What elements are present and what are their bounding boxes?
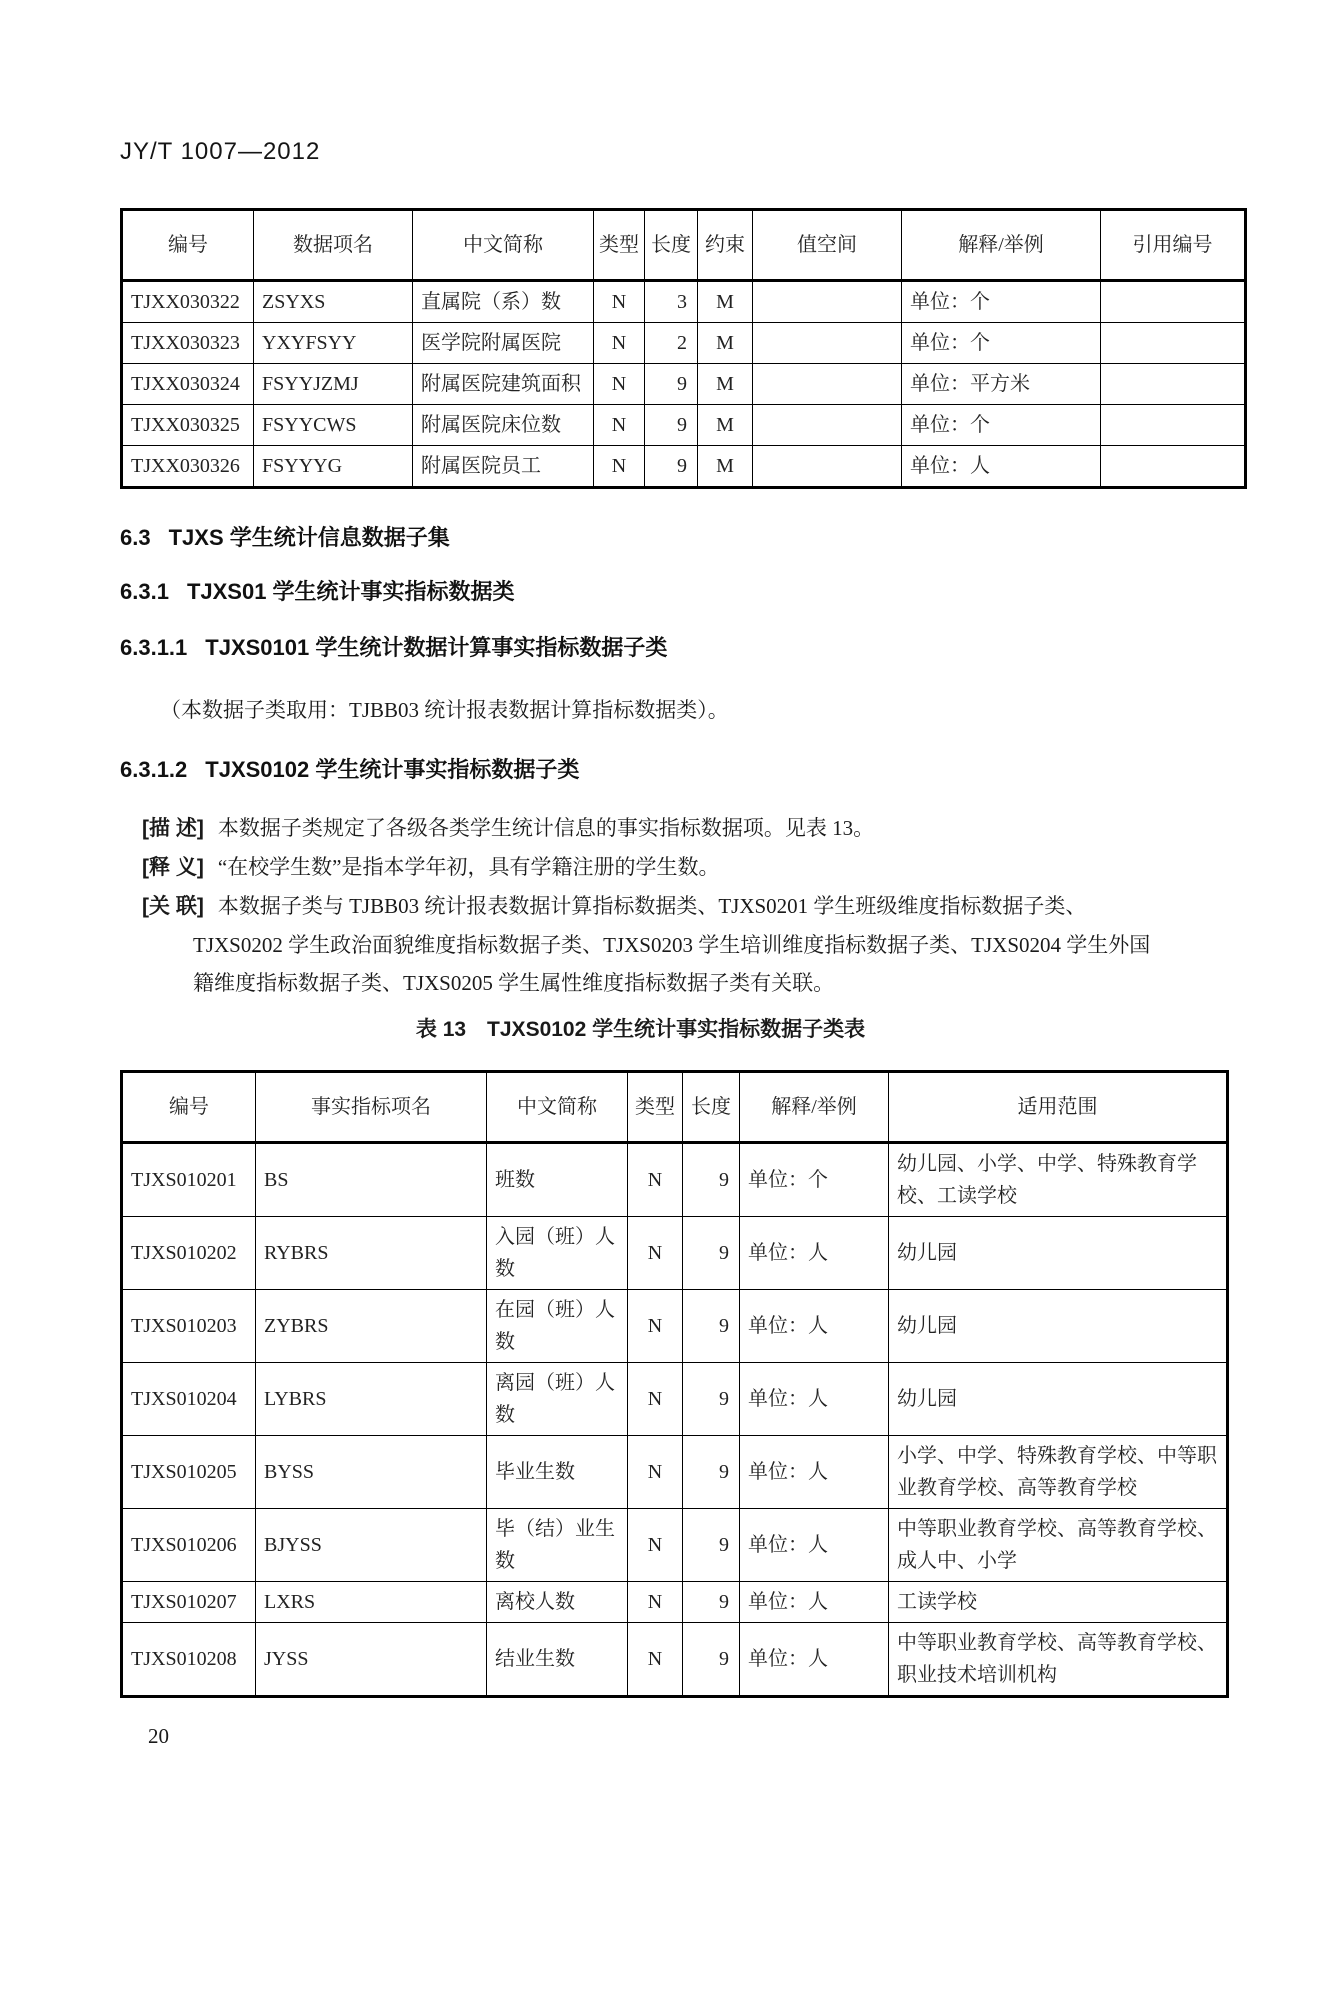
table-cell: 毕业生数: [487, 1436, 628, 1509]
column-header: 引用编号: [1101, 210, 1246, 281]
column-header: 编号: [122, 1072, 256, 1143]
table-cell: N: [594, 323, 645, 364]
meaning-label: [释 义]: [142, 856, 204, 879]
table-cell: BJYSS: [256, 1509, 487, 1582]
table-cell: 离校人数: [487, 1582, 628, 1623]
table-cell: 在园（班）人数: [487, 1290, 628, 1363]
table-cell: M: [698, 281, 753, 323]
table-cell: M: [698, 364, 753, 405]
table-cell: 9: [645, 364, 698, 405]
table-cell: 单位：人: [740, 1363, 889, 1436]
table-cell: [1101, 405, 1246, 446]
section-title: TJXS 学生统计信息数据子集: [168, 525, 450, 550]
table-cell: 单位：个: [902, 323, 1101, 364]
meaning-text: “在校学生数”是指本学年初，具有学籍注册的学生数。: [217, 855, 720, 879]
section-title: TJXS01 学生统计事实指标数据类: [186, 579, 515, 604]
subclass-source-paragraph: （本数据子类取用：TJBB03 统计报表数据计算指标数据类）。: [160, 698, 729, 722]
table-cell: FSYYJZMJ: [254, 364, 413, 405]
table-cell: [753, 446, 902, 488]
table-cell: 幼儿园: [889, 1290, 1228, 1363]
tjxx-data-items-table: [120, 208, 1247, 489]
table-cell: N: [628, 1217, 683, 1290]
table-cell: 幼儿园: [889, 1363, 1228, 1436]
column-header: 类型: [628, 1072, 683, 1143]
table-cell: TJXS010204: [122, 1363, 256, 1436]
table-cell: [1101, 323, 1246, 364]
column-header: 值空间: [753, 210, 902, 281]
table-cell: N: [594, 364, 645, 405]
column-header: 解释/举例: [740, 1072, 889, 1143]
table-cell: 单位：个: [902, 405, 1101, 446]
table-row: [122, 1436, 1228, 1509]
table-cell: N: [594, 405, 645, 446]
table-cell: TJXS010208: [122, 1623, 256, 1697]
relation-paragraph: [120, 887, 1167, 1002]
table-cell: N: [628, 1436, 683, 1509]
table-cell: 工读学校: [889, 1582, 1228, 1623]
table-cell: 附属医院员工: [413, 446, 594, 488]
table-cell: 9: [683, 1217, 740, 1290]
doc-number: JY/T 1007—2012: [120, 138, 321, 165]
table-row: [122, 364, 1246, 405]
table-cell: TJXX030325: [122, 405, 254, 446]
tjxs0102-fact-indicator-table: [120, 1070, 1229, 1698]
section-heading-6-3-1: [120, 577, 1167, 607]
table-cell: [1101, 281, 1246, 323]
description-text: 本数据子类规定了各级各类学生统计信息的事实指标数据项。见表 13。: [217, 816, 875, 840]
table-cell: 单位：人: [740, 1290, 889, 1363]
table-cell: 直属院（系）数: [413, 281, 594, 323]
table-cell: LYBRS: [256, 1363, 487, 1436]
column-header: 类型: [594, 210, 645, 281]
table-cell: 单位：人: [740, 1436, 889, 1509]
table-cell: 9: [683, 1509, 740, 1582]
page-number: 20: [148, 1724, 169, 1748]
table-header-row: [122, 1072, 1228, 1143]
table-cell: 9: [683, 1623, 740, 1697]
table-cell: 9: [645, 405, 698, 446]
section-number: 6.3.1.2: [120, 757, 188, 782]
table-cell: ZYBRS: [256, 1290, 487, 1363]
table-cell: 附属医院床位数: [413, 405, 594, 446]
table-cell: 单位：个: [740, 1143, 889, 1217]
table-header-row: [122, 210, 1246, 281]
table-row: [122, 1509, 1228, 1582]
table-cell: [1101, 364, 1246, 405]
table-cell: RYBRS: [256, 1217, 487, 1290]
column-header: 长度: [645, 210, 698, 281]
table-cell: N: [628, 1509, 683, 1582]
table-cell: 结业生数: [487, 1623, 628, 1697]
table-cell: [753, 281, 902, 323]
table-cell: N: [628, 1363, 683, 1436]
table-cell: TJXS010207: [122, 1582, 256, 1623]
table-row: [122, 1363, 1228, 1436]
table-cell: 单位：人: [740, 1509, 889, 1582]
column-header: 编号: [122, 210, 254, 281]
table-cell: 9: [645, 446, 698, 488]
table-row: [122, 405, 1246, 446]
table-row: [122, 1290, 1228, 1363]
table-cell: M: [698, 405, 753, 446]
table-cell: 9: [683, 1290, 740, 1363]
table-cell: 入园（班）人数: [487, 1217, 628, 1290]
table-cell: 小学、中学、特殊教育学校、中等职业教育学校、高等教育学校: [889, 1436, 1228, 1509]
table-row: [122, 1623, 1228, 1697]
table-cell: TJXS010203: [122, 1290, 256, 1363]
table-cell: LXRS: [256, 1582, 487, 1623]
table-cell: 单位：人: [902, 446, 1101, 488]
section-heading-6-3-1-1: [120, 633, 1167, 663]
section-number: 6.3.1.1: [120, 635, 188, 660]
table-cell: JYSS: [256, 1623, 487, 1697]
section-number: 6.3: [120, 525, 151, 550]
meaning-paragraph: [120, 848, 1167, 887]
table-cell: [753, 405, 902, 446]
column-header: 解释/举例: [902, 210, 1101, 281]
table-cell: TJXX030324: [122, 364, 254, 405]
section-title: TJXS0101 学生统计数据计算事实指标数据子类: [205, 635, 668, 660]
table-cell: TJXX030326: [122, 446, 254, 488]
column-header: 约束: [698, 210, 753, 281]
table-cell: N: [594, 446, 645, 488]
table-cell: TJXS010205: [122, 1436, 256, 1509]
table-cell: ZSYXS: [254, 281, 413, 323]
section-heading-6-3: [120, 523, 1167, 553]
section-heading-6-3-1-2: [120, 755, 1167, 785]
table-cell: 医学院附属医院: [413, 323, 594, 364]
table-cell: 离园（班）人数: [487, 1363, 628, 1436]
column-header: 中文简称: [413, 210, 594, 281]
table-cell: 附属医院建筑面积: [413, 364, 594, 405]
table-cell: FSYYCWS: [254, 405, 413, 446]
relation-text: 本数据子类与 TJBB03 统计报表数据计算指标数据类、TJXS0201 学生班级维度指标数据子类、TJXS0202 学生政治面貌维度指标数据子类、TJXS0203 学生培训维度指标数据子类、TJXS0204 学生外国籍维度指标数据子类、TJXS0205 学生属性维度指标数据子类有关联。: [193, 894, 1151, 995]
table-cell: 中等职业教育学校、高等教育学校、职业技术培训机构: [889, 1623, 1228, 1697]
table-cell: 3: [645, 281, 698, 323]
column-header: 适用范围: [889, 1072, 1228, 1143]
section-number: 6.3.1: [120, 579, 169, 604]
table-cell: N: [628, 1623, 683, 1697]
table-cell: 9: [683, 1582, 740, 1623]
table-cell: BS: [256, 1143, 487, 1217]
table-cell: M: [698, 446, 753, 488]
table-cell: 单位：平方米: [902, 364, 1101, 405]
table-cell: TJXS010201: [122, 1143, 256, 1217]
table-cell: 单位：人: [740, 1582, 889, 1623]
table-row: [122, 1582, 1228, 1623]
table-row: [122, 323, 1246, 364]
table-cell: TJXS010206: [122, 1509, 256, 1582]
table-cell: 单位：人: [740, 1623, 889, 1697]
page-content: [0, 138, 1323, 1749]
column-header: 长度: [683, 1072, 740, 1143]
table-cell: N: [628, 1143, 683, 1217]
table-cell: 幼儿园、小学、中学、特殊教育学校、工读学校: [889, 1143, 1228, 1217]
table-row: [122, 1217, 1228, 1290]
table-cell: [753, 364, 902, 405]
table-cell: [753, 323, 902, 364]
table-cell: TJXX030322: [122, 281, 254, 323]
section-title: TJXS0102 学生统计事实指标数据子类: [205, 757, 580, 782]
table-cell: 中等职业教育学校、高等教育学校、成人中、小学: [889, 1509, 1228, 1582]
table-cell: 9: [683, 1363, 740, 1436]
table-cell: 单位：个: [902, 281, 1101, 323]
table-row: [122, 281, 1246, 323]
table-cell: 2: [645, 323, 698, 364]
table-cell: N: [594, 281, 645, 323]
relation-label: [关 联]: [142, 895, 204, 918]
table-cell: TJXX030323: [122, 323, 254, 364]
table-cell: 班数: [487, 1143, 628, 1217]
column-header: 数据项名: [254, 210, 413, 281]
table-cell: N: [628, 1290, 683, 1363]
table-cell: 单位：人: [740, 1217, 889, 1290]
column-header: 中文简称: [487, 1072, 628, 1143]
table-cell: 9: [683, 1436, 740, 1509]
table-cell: [1101, 446, 1246, 488]
table-cell: BYSS: [256, 1436, 487, 1509]
table-cell: TJXS010202: [122, 1217, 256, 1290]
table-13-caption: 表 13 TJXS0102 学生统计事实指标数据子类表: [415, 1018, 866, 1041]
column-header: 事实指标项名: [256, 1072, 487, 1143]
table-cell: N: [628, 1582, 683, 1623]
table-cell: YXYFSYY: [254, 323, 413, 364]
table-cell: M: [698, 323, 753, 364]
table-row: [122, 1143, 1228, 1217]
table-row: [122, 446, 1246, 488]
table-cell: 毕（结）业生数: [487, 1509, 628, 1582]
description-paragraph: [120, 809, 1167, 848]
table-cell: 幼儿园: [889, 1217, 1228, 1290]
table-cell: 9: [683, 1143, 740, 1217]
description-label: [描 述]: [142, 817, 204, 840]
table-cell: FSYYYG: [254, 446, 413, 488]
